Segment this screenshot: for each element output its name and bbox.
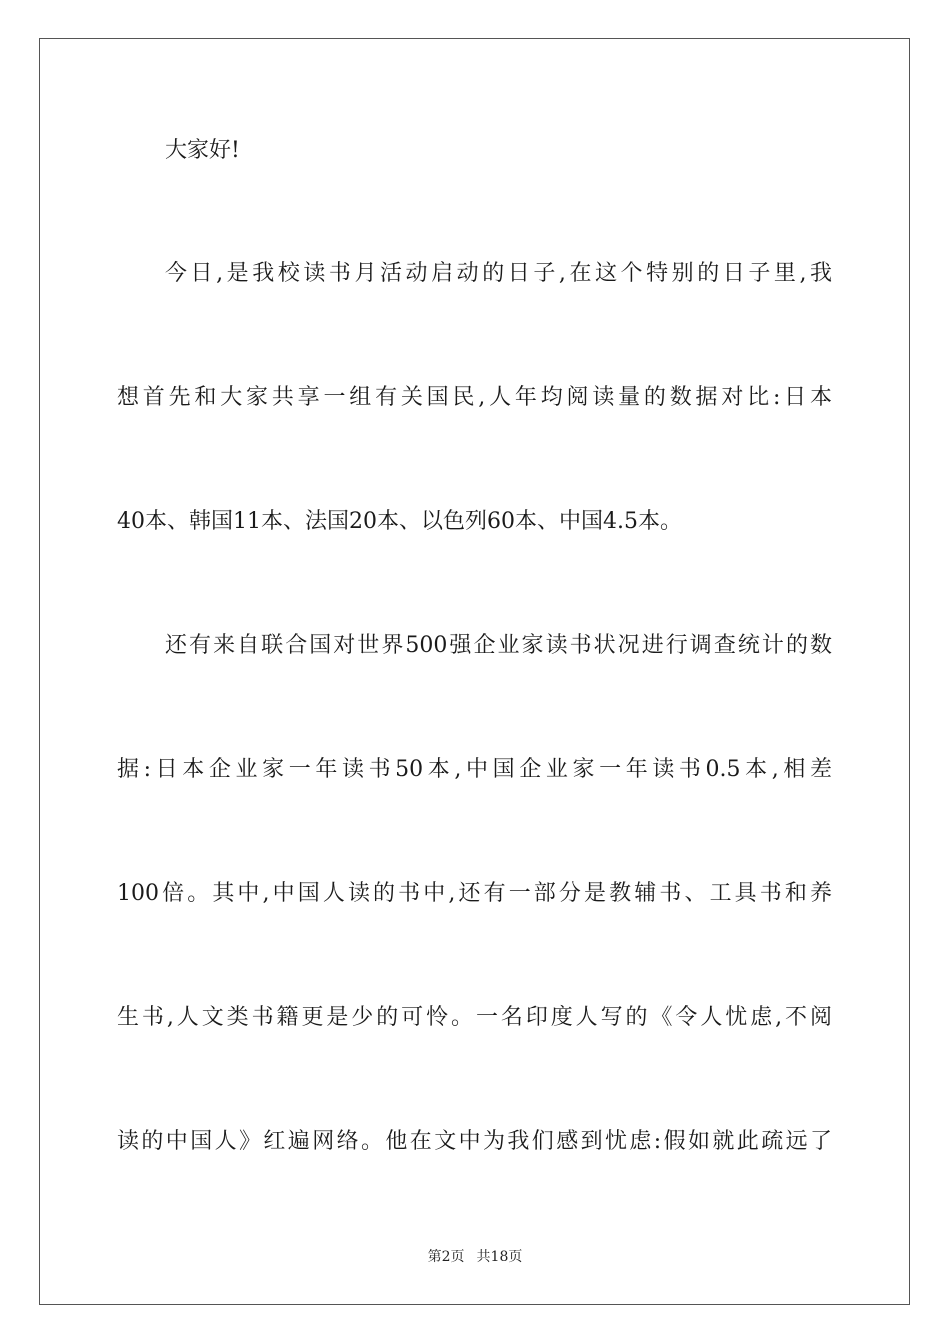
paragraph-2-line-5: 读的中国人》红遍网络。他在文中为我们感到忧虑:假如就此疏远了 bbox=[117, 1129, 832, 1154]
paragraph-2-line-4: 生书,人文类书籍更是少的可怜。一名印度人写的《令人忧虑,不阅 bbox=[117, 1005, 832, 1030]
page-frame bbox=[39, 38, 910, 1305]
greeting-line: 大家好! bbox=[165, 138, 240, 163]
paragraph-2-line-2: 据:日本企业家一年读书50本,中国企业家一年读书0.5本,相差 bbox=[117, 757, 832, 782]
page-number: 第2页 bbox=[427, 1249, 465, 1265]
paragraph-2-line-1: 还有来自联合国对世界500强企业家读书状况进行调查统计的数 bbox=[165, 633, 832, 658]
page-footer bbox=[0, 1248, 950, 1266]
paragraph-2-line-3: 100倍。其中,中国人读的书中,还有一部分是教辅书、工具书和养 bbox=[117, 881, 832, 906]
paragraph-1-line-1: 今日,是我校读书月活动启动的日子,在这个特别的日子里,我 bbox=[165, 261, 832, 286]
paragraph-1-line-3: 40本、韩国11本、法国20本、以色列60本、中国4.5本。 bbox=[117, 509, 682, 534]
paragraph-1-line-2: 想首先和大家共享一组有关国民,人年均阅读量的数据对比:日本 bbox=[117, 385, 832, 410]
page-total: 共18页 bbox=[476, 1249, 523, 1265]
